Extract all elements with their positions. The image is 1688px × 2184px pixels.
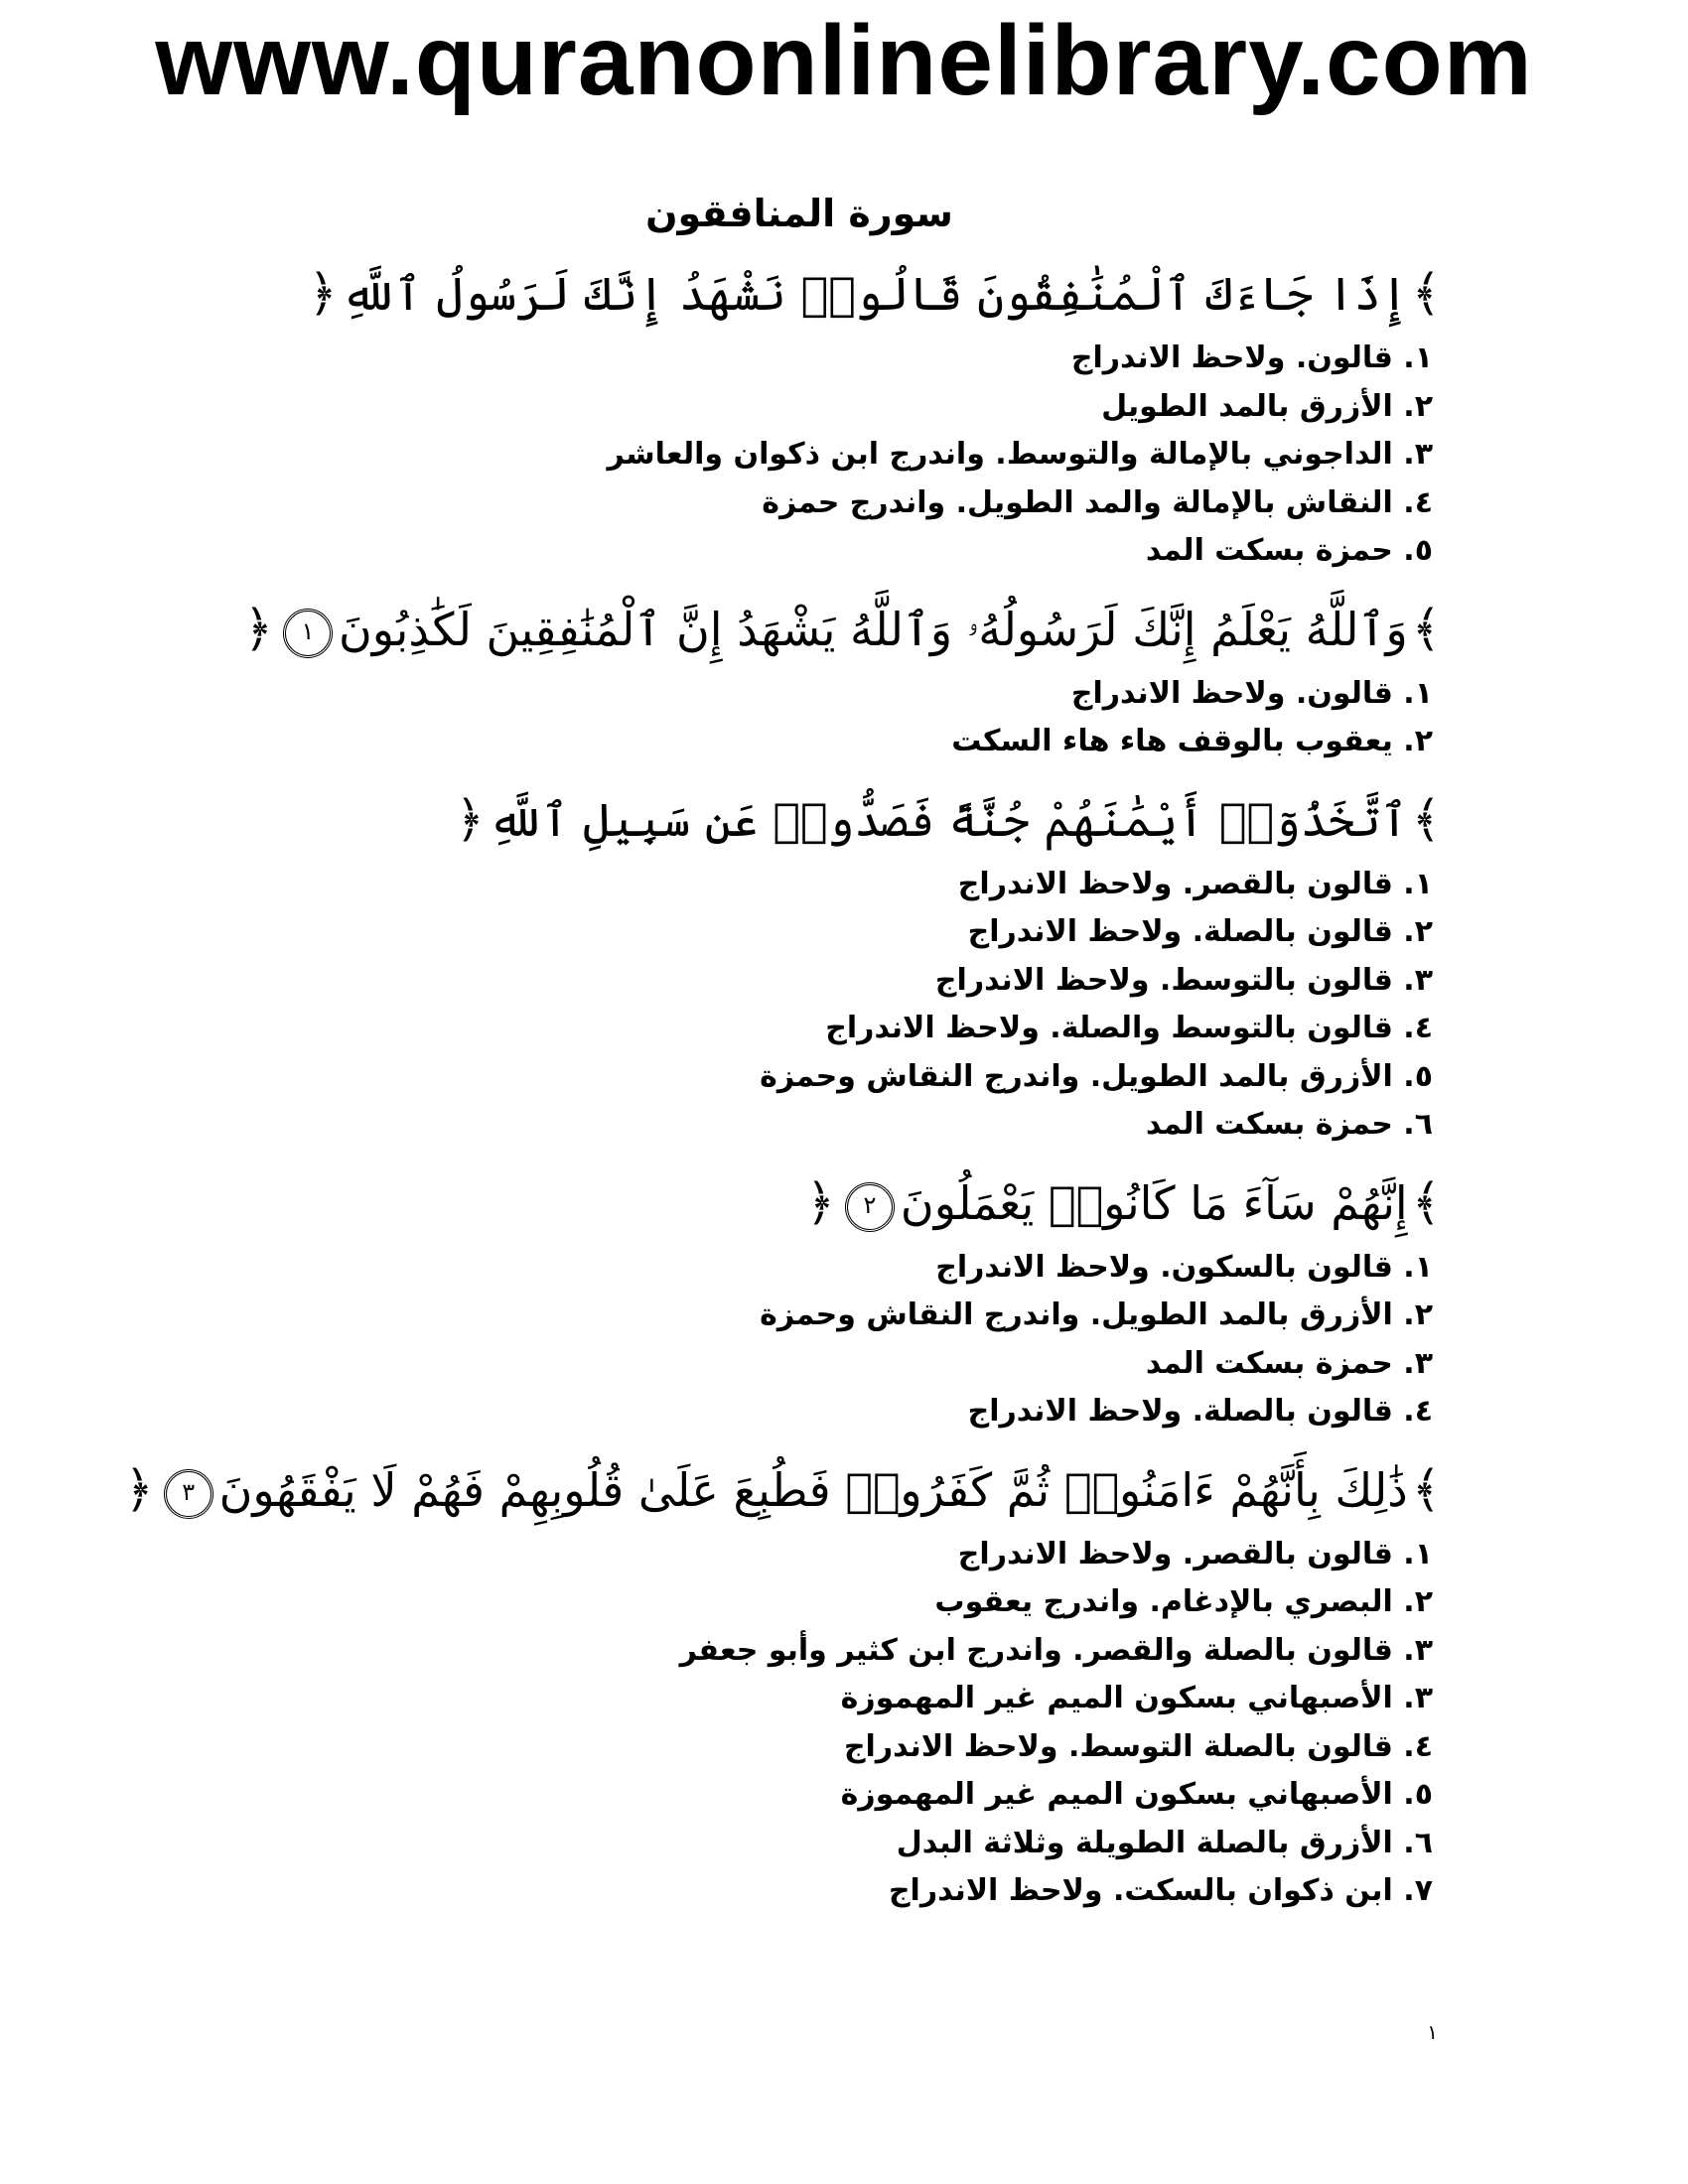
- reading-item: ٤. قالون بالصلة التوسط. ولاحظ الاندراج: [843, 1728, 1433, 1764]
- ayah-number-badge: ٢: [845, 1182, 895, 1232]
- reading-item: ١. قالون. ولاحظ الاندراج: [1070, 675, 1433, 711]
- reading-item: ٣. الأصبهاني بسكون الميم غير المهموزة: [840, 1681, 1433, 1715]
- reading-item: ٤. النقاش بالإمالة والمد الطويل. واندرج حمزة: [762, 484, 1433, 520]
- ayah-text: ذَٰلِكَ بِأَنَّهُمْ ءَامَنُوا۟ ثُمَّ كَفَرُوا۟ فَطُبِعَ عَلَىٰ قُلُوبِهِمْ فَهُمْ لَا يَفْقَهُونَ: [218, 1462, 1408, 1517]
- verse-block: [303, 778, 1445, 1150]
- reading-item: ٣. حمزة بسكت المد: [1145, 1345, 1433, 1381]
- reading-item: ٦. الأزرق بالصلة الطويلة وثلاثة البدل: [896, 1825, 1433, 1860]
- reading-item: ١. قالون بالقصر. ولاحظ الاندراج: [957, 866, 1433, 901]
- reading-item: ٤. قالون بالتوسط والصلة. ولاحظ الاندراج: [825, 1011, 1433, 1045]
- readings-list: [303, 335, 1445, 576]
- ornate-bracket-close-icon: ﴿: [455, 789, 485, 848]
- ayah-line: [303, 1161, 1445, 1244]
- ornate-bracket-close-icon: ﴿: [308, 264, 338, 322]
- ornate-bracket-open-icon: ﴾: [1411, 599, 1441, 657]
- reading-item: ٢. الأزرق بالمد الطويل: [1101, 388, 1433, 424]
- surah-title: سورة المنافقون: [645, 192, 953, 235]
- reading-item: ٤. قالون بالصلة. ولاحظ الاندراج: [967, 1394, 1433, 1429]
- ayah-line: [124, 1448, 1445, 1531]
- ayah-line: [303, 778, 1445, 861]
- ornate-bracket-open-icon: ﴾: [1411, 1459, 1441, 1518]
- reading-item: ٢. البصري بالإدغام. واندرج يعقوب: [934, 1584, 1433, 1619]
- reading-item: ٣. قالون بالتوسط. ولاحظ الاندراج: [934, 962, 1433, 998]
- ayah-text: ٱتَّخَذُوٓا۟ أَيْمَٰنَهُمْ جُنَّةً فَصَدُّوا۟ عَن سَبِيلِ ٱللَّهِ: [488, 792, 1408, 847]
- reading-item: ٥. الأصبهاني بسكون الميم غير المهموزة: [840, 1777, 1433, 1812]
- readings-list: [303, 861, 1445, 1150]
- readings-list: [303, 1244, 1445, 1436]
- reading-item: ١. قالون. ولاحظ الاندراج: [1070, 341, 1433, 375]
- reading-item: ١. قالون بالسكون. ولاحظ الاندراج: [935, 1249, 1433, 1285]
- ayah-text: وَٱللَّهُ يَعْلَمُ إِنَّكَ لَرَسُولُهُۥ وَٱللَّهُ يَشْهَدُ إِنَّ ٱلْمُنَٰفِقِينَ لَكَٰذِبُونَ: [338, 602, 1408, 656]
- verse-block: [124, 1448, 1445, 1916]
- ornate-bracket-open-icon: ﴾: [1411, 1172, 1441, 1231]
- reading-item: ٢. قالون بالصلة. ولاحظ الاندراج: [967, 914, 1433, 949]
- ayah-number-badge: ٣: [164, 1469, 213, 1519]
- reading-item: ١. قالون بالقصر. ولاحظ الاندراج: [957, 1536, 1433, 1571]
- ornate-bracket-close-icon: ﴿: [124, 1459, 154, 1518]
- site-url-header: www.quranonlinelibrary.com: [155, 5, 1533, 116]
- ayah-text: إِنَّهُمْ سَآءَ مَا كَانُوا۟ يَعْمَلُونَ: [900, 1175, 1408, 1230]
- verse-block: [303, 252, 1445, 576]
- verses-container: [124, 252, 1445, 1916]
- ornate-bracket-open-icon: ﴾: [1411, 264, 1441, 322]
- reading-item: ٢. الأزرق بالمد الطويل. واندرج النقاش وحمزة: [760, 1297, 1433, 1332]
- readings-list: [303, 670, 1445, 766]
- ornate-bracket-close-icon: ﴿: [805, 1172, 835, 1231]
- verse-block: [243, 588, 1445, 766]
- ayah-text: إِذَا جَاءَكَ ٱلْمُنَٰفِقُونَ قَالُوا۟ نَشْهَدُ إِنَّكَ لَرَسُولُ ٱللَّهِ: [341, 267, 1408, 321]
- reading-item: ٣. قالون بالصلة والقصر. واندرج ابن كثير وأبو جعفر: [679, 1632, 1433, 1668]
- reading-item: ٥. حمزة بسكت المد: [1145, 533, 1433, 568]
- page-number: ١: [1427, 2020, 1438, 2044]
- ayah-line: [303, 252, 1445, 335]
- readings-list: [303, 1531, 1445, 1916]
- reading-item: ٦. حمزة بسكت المد: [1145, 1107, 1433, 1142]
- reading-item: ٢. يعقوب بالوقف هاء هاء السكت: [951, 724, 1433, 758]
- reading-item: ٥. الأزرق بالمد الطويل. واندرج النقاش وحمزة: [760, 1058, 1433, 1094]
- ornate-bracket-open-icon: ﴾: [1411, 789, 1441, 848]
- ornate-bracket-close-icon: ﴿: [243, 599, 273, 657]
- ayah-line: [243, 588, 1445, 670]
- page-content: [124, 179, 1445, 1916]
- ayah-number-badge: ١: [283, 609, 333, 658]
- reading-item: ٣. الداجوني بالإمالة والتوسط. واندرج ابن ذكوان والعاشر: [607, 437, 1433, 472]
- verse-block: [303, 1161, 1445, 1436]
- reading-item: ٧. ابن ذكوان بالسكت. ولاحظ الاندراج: [888, 1873, 1433, 1908]
